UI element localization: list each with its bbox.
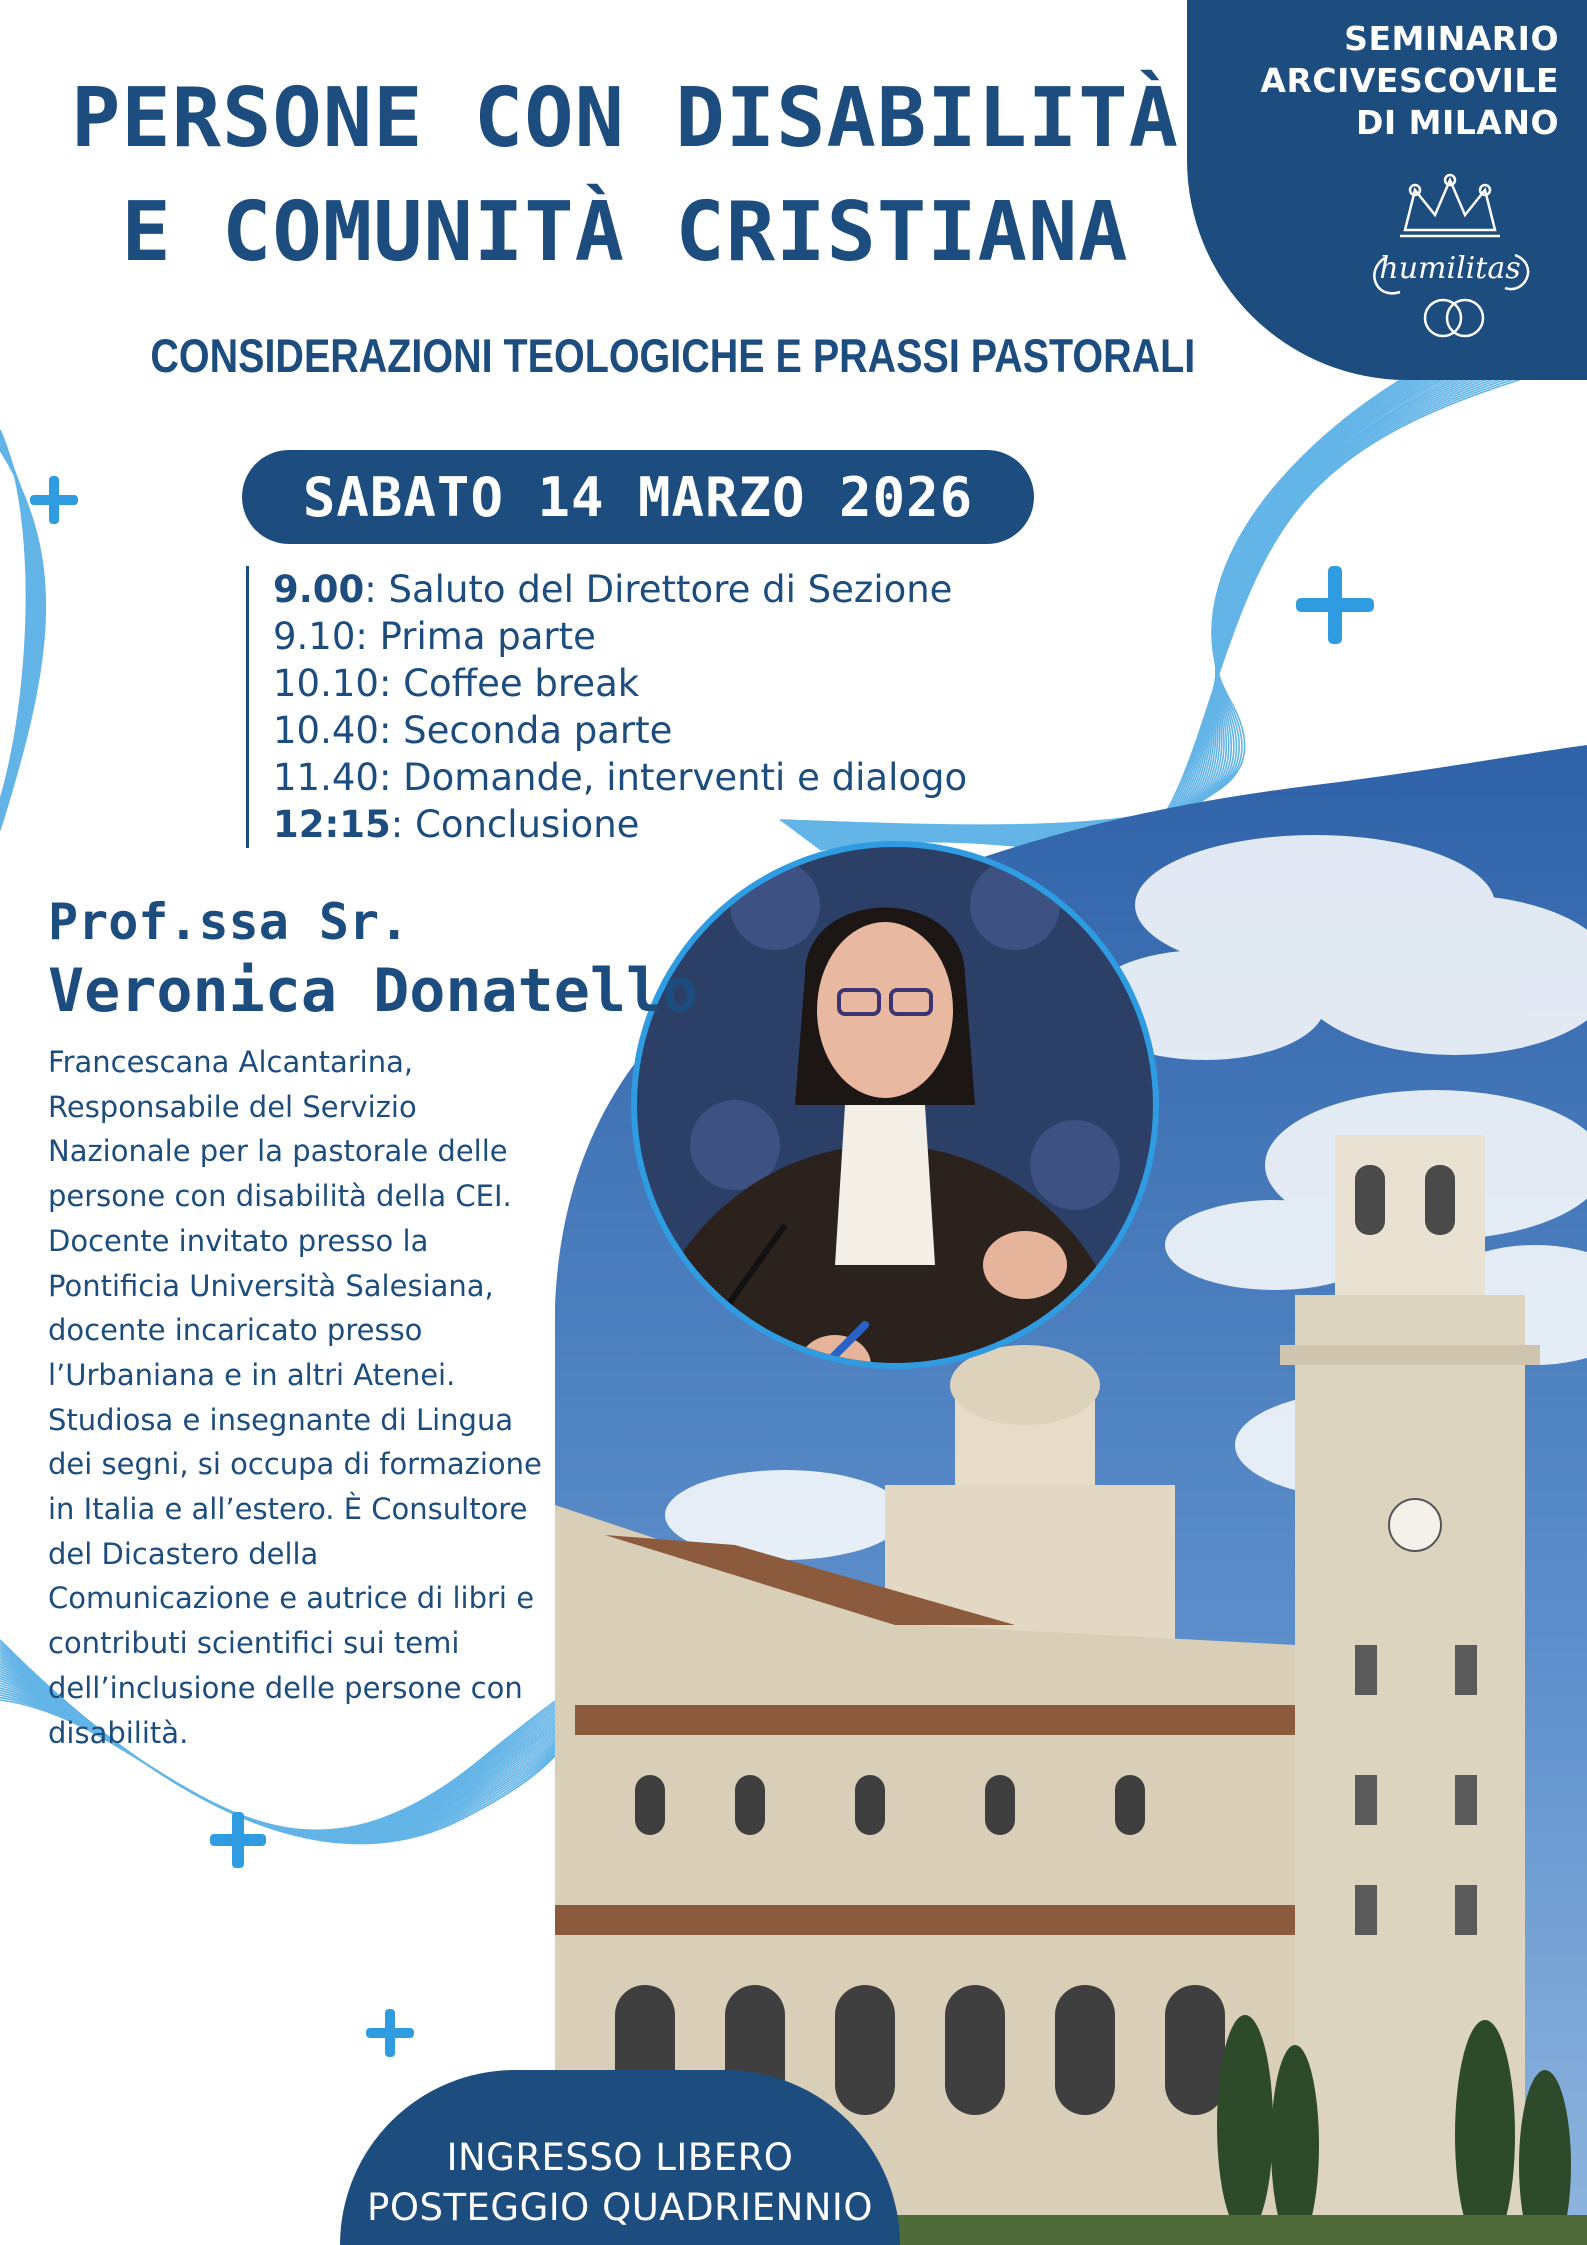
plus-icon: [206, 1808, 270, 1872]
bio-line: del Dicastero della: [48, 1536, 319, 1571]
bio-line: Comunicazione e autrice di libri e: [48, 1581, 535, 1616]
speaker-title: Prof.ssa Sr.: [48, 893, 410, 951]
schedule-item: [273, 566, 1073, 613]
plus-icon: [362, 2005, 418, 2061]
bio-line: docente incaricato presso: [48, 1313, 423, 1348]
schedule-label: : Prima parte: [355, 615, 596, 658]
entry-info: INGRESSO LIBERO: [446, 2136, 794, 2179]
schedule-time: 10.10: [273, 662, 379, 705]
bio-line: l’Urbaniana e in altri Atenei.: [48, 1357, 456, 1392]
organization-line: DI MILANO: [1355, 103, 1559, 142]
footer-badge: [340, 2070, 900, 2245]
bio-line: Responsabile del Servizio: [48, 1089, 417, 1124]
bio-line: persone con disabilità della CEI.: [48, 1179, 512, 1214]
bio-line: disabilità.: [48, 1715, 189, 1750]
bio-line: contributi scientifici sui temi: [48, 1626, 460, 1661]
schedule-item: [273, 660, 1073, 707]
schedule-item: [273, 707, 1073, 754]
event-date: SABATO 14 MARZO 2026: [302, 465, 974, 529]
bio-line: dell’inclusione delle persone con: [48, 1670, 523, 1705]
bio-line: dei segni, si occupa di formazione: [48, 1447, 542, 1482]
plus-icon: [24, 470, 84, 530]
schedule-item: [273, 613, 1073, 660]
speaker-bio: [48, 1040, 588, 1755]
title-line: PERSONE CON DISABILITÀ: [70, 71, 1180, 166]
bio-line: Studiosa e insegnante di Lingua: [48, 1402, 514, 1437]
bio-line: Docente invitato presso la: [48, 1223, 429, 1258]
schedule-label: : Domande, interventi e dialogo: [378, 756, 968, 799]
schedule-time: 12:15: [273, 803, 391, 846]
organization-line: ARCIVESCOVILE: [1260, 61, 1559, 100]
schedule-label: : Saluto del Direttore di Sezione: [364, 568, 953, 611]
bio-line: Pontificia Università Salesiana,: [48, 1268, 494, 1303]
organization-name: [1239, 18, 1559, 144]
crown-coat-of-arms-icon: [1355, 170, 1545, 345]
emblem-motto: humilitas: [1379, 251, 1521, 286]
parking-info: POSTEGGIO QUADRIENNIO: [367, 2186, 873, 2229]
organization-line: SEMINARIO: [1344, 19, 1559, 58]
bio-line: Nazionale per la pastorale delle: [48, 1134, 508, 1169]
schedule-time: 11.40: [273, 756, 379, 799]
schedule-label: : Conclusione: [390, 803, 640, 846]
schedule-label: : Seconda parte: [378, 709, 673, 752]
schedule-time: 9.00: [273, 568, 365, 611]
schedule-item: [273, 754, 1073, 801]
speaker-name: Veronica Donatello: [48, 956, 699, 1026]
event-title: [60, 62, 1190, 290]
event-subtitle: CONSIDERAZIONI TEOLOGICHE E PRASSI PASTORALI: [150, 329, 1196, 382]
schedule-time: 9.10: [273, 615, 356, 658]
schedule-list: [246, 566, 1073, 848]
schedule-item: [273, 801, 1073, 848]
event-date-badge: [242, 450, 1034, 544]
schedule-time: 10.40: [273, 709, 379, 752]
campus-photo: [555, 745, 1587, 2245]
speaker-heading: [48, 890, 698, 1028]
schedule-label: : Coffee break: [378, 662, 640, 705]
title-line: E COMUNITÀ CRISTIANA: [121, 185, 1129, 280]
plus-icon: [1290, 560, 1380, 650]
bio-line: Francescana Alcantarina,: [48, 1045, 414, 1079]
bio-line: in Italia e all’estero. È Consultore: [48, 1492, 528, 1527]
